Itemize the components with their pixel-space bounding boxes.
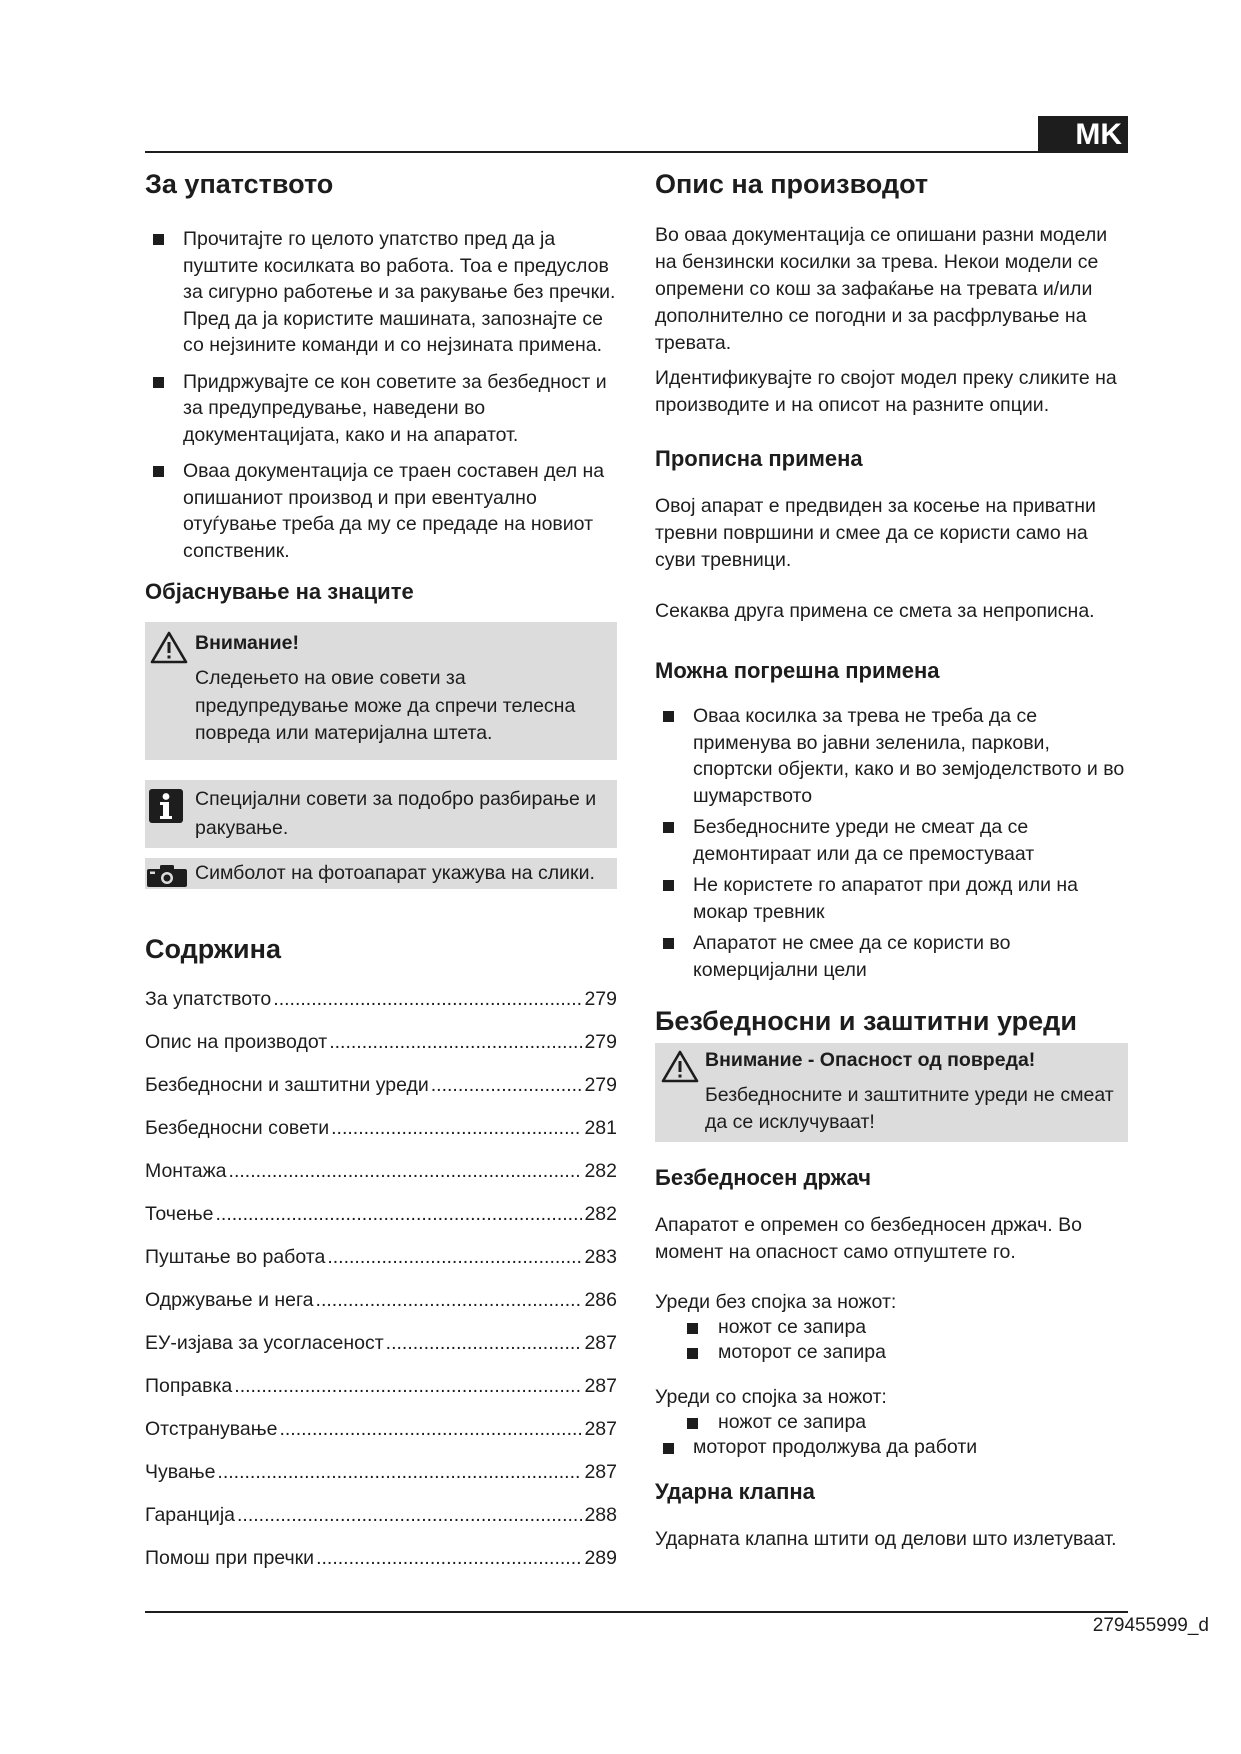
intended-use-paragraph-2: Секаква друга примена се смета за непрописна. [655, 600, 1095, 622]
impact-flap-paragraph: Ударната клапна штити од делови што излетуваат. [655, 1528, 1117, 1550]
camera-text: Симболот на фотоапарат укажува на слики. [195, 861, 595, 884]
info-text: Специјални совети за подобро разбирање и ракување. [195, 787, 597, 839]
warning-triangle-icon [150, 630, 188, 669]
table-of-contents [145, 986, 617, 1588]
product-paragraph-2: Идентификувајте го својот модел преку сликите на производите и на описот на разните опции. [655, 367, 1117, 416]
toc-row[interactable]: Поправка ..... 287 [145, 1373, 617, 1416]
bullet-square-icon [687, 1418, 698, 1429]
no-clutch-label: Уреди без спојка за ножот: [655, 1291, 897, 1313]
bullet-square-icon [153, 377, 164, 388]
toc-row[interactable]: Одржување и нега ..... 286 [145, 1287, 617, 1330]
warning-triangle-icon [661, 1049, 699, 1088]
list-item: Прочитајте го целото упатство пред да ја пуштите косилката во работа. Тоа е предуслов за сигурно работење и за ракување без пречки. Пред да ја користите машината, запознајте се со нејзините команди и со нејзината примена. [145, 226, 617, 359]
bullet-square-icon [663, 711, 674, 722]
bullet-square-icon [687, 1323, 698, 1334]
toc-row[interactable]: Опис на производот ..... 279 [145, 1029, 617, 1072]
toc-row[interactable]: Гаранција ..... 288 [145, 1502, 617, 1545]
list-item: Не користете го апаратот при дожд или на мокар тревник [655, 872, 1128, 925]
language-tab: MK [1038, 116, 1128, 153]
bullet-square-icon [153, 234, 164, 245]
toc-row[interactable]: ЕУ-изјава за усогласеност ..... 287 [145, 1330, 617, 1373]
footer-rule [145, 1611, 1128, 1613]
list-item: моторот продолжува да работи [655, 1435, 1128, 1460]
bullet-square-icon [663, 880, 674, 891]
intended-use-paragraph-1: Овој апарат е предвиден за косење на приватни тревни површини и смее да се користи само на суви тревници. [655, 495, 1096, 571]
list-item: Оваа косилка за трева не треба да се применува во јавни зеленила, паркови, спортски објекти, како и во земјоделството и во шумарството [655, 703, 1128, 809]
with-clutch-list [655, 1410, 1128, 1435]
warning-box [145, 622, 617, 760]
list-item: ножот се запира [655, 1410, 1128, 1435]
toc-title: Содржина [145, 933, 281, 964]
list-item: моторот се запира [655, 1340, 1128, 1365]
toc-row[interactable]: Безбедносни совети ..... 281 [145, 1115, 617, 1158]
about-bullets [145, 226, 617, 564]
info-box [145, 780, 617, 848]
danger-title: Внимание - Опасност од повреда! [705, 1049, 1036, 1071]
safety-handle-paragraph: Апаратот е опремен со безбедносен држач. Во момент на опасност само отпуштете го. [655, 1214, 1082, 1263]
info-icon [149, 789, 183, 828]
toc-row[interactable]: Пуштање во работа ..... 283 [145, 1244, 617, 1287]
toc-row[interactable]: Безбедносни и заштитни уреди ..... 279 [145, 1072, 617, 1115]
toc-row[interactable]: Чување ..... 287 [145, 1459, 617, 1502]
toc-row[interactable]: Отстранување ..... 287 [145, 1416, 617, 1459]
bullet-square-icon [153, 466, 164, 477]
about-title: За упатството [145, 169, 334, 199]
toc-row[interactable]: Помош при пречки ..... 289 [145, 1545, 617, 1588]
bullet-square-icon [663, 938, 674, 949]
symbols-title: Објаснување на знаците [145, 579, 414, 604]
warning-text: Следењето на овие совети за предупредување може да спречи телесна повреда или материјална штета. [195, 667, 576, 744]
intended-use-title: Прописна примена [655, 446, 863, 471]
product-paragraph-1: Во оваа документација се опишани разни модели на бензински косилки за трева. Некои модели се опремени со кош за зафаќање на тревата и/или дополнително се погодни и за расфрлување на тревата. [655, 224, 1108, 354]
product-title: Опис на производот [655, 169, 929, 199]
misuse-title: Можна погрешна примена [655, 658, 940, 683]
list-item: ножот се запира [655, 1315, 1128, 1340]
bullet-square-icon [663, 1443, 674, 1454]
document-id: 279455999_d [1092, 1615, 1209, 1636]
impact-flap-title: Ударна клапна [655, 1479, 815, 1504]
toc-row[interactable]: За упатството ..... 279 [145, 986, 617, 1029]
safety-devices-title: Безбедносни и заштитни уреди [655, 1006, 1077, 1036]
toc-row[interactable]: Точење ..... 282 [145, 1201, 617, 1244]
safety-handle-title: Безбедносен држач [655, 1165, 871, 1190]
danger-box [655, 1043, 1128, 1142]
danger-text: Безбедносните и заштитните уреди не смеат да се исклучуваат! [705, 1084, 1114, 1133]
list-item: Апаратот не смее да се користи во комерцијални цели [655, 930, 1128, 983]
no-clutch-list [655, 1315, 1128, 1365]
misuse-bullets [655, 703, 1128, 983]
with-clutch-label: Уреди со спојка за ножот: [655, 1386, 887, 1408]
toc-row[interactable]: Монтажа ..... 282 [145, 1158, 617, 1201]
list-item: Безбедносните уреди не смеат да се демонтираат или да се премостуваат [655, 814, 1128, 867]
warning-title: Внимание! [195, 632, 299, 654]
list-item: Оваа документација се траен составен дел на опишаниот производ и при евентуално отуѓување треба да му се предаде на новиот сопственик. [145, 458, 617, 564]
camera-box [145, 858, 617, 889]
bullet-square-icon [687, 1348, 698, 1359]
camera-icon [147, 865, 187, 892]
right-column [655, 168, 1128, 1553]
header-rule [145, 151, 1038, 153]
list-item: Придржувајте се кон советите за безбедност и за предупредување, наведени во документацијата, како и на апаратот. [145, 369, 617, 449]
with-clutch-list-continued [655, 1435, 1128, 1460]
bullet-square-icon [663, 822, 674, 833]
left-column [145, 168, 617, 1588]
